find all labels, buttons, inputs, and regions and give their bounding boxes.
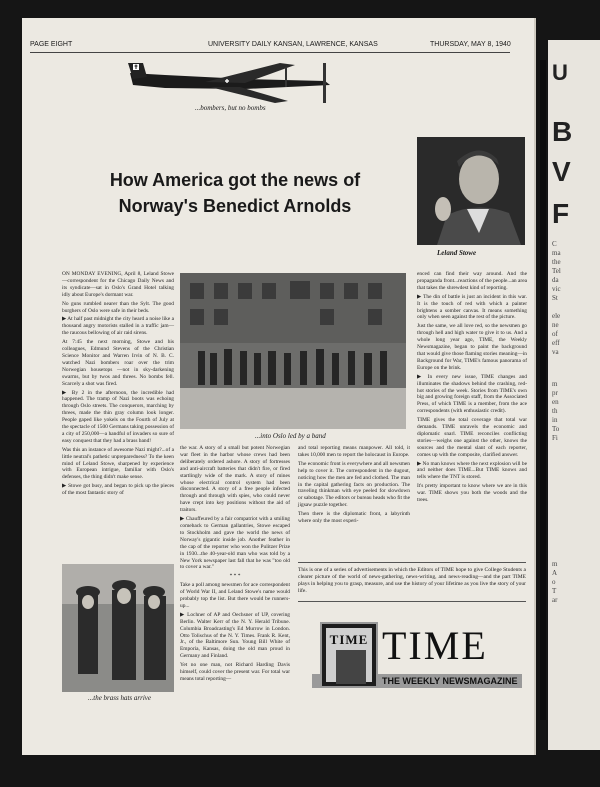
time-cover-logo (320, 622, 378, 688)
paragraph: Just the same, we all love red, so the newsmen go through hell and high water to give it to us. And a whole long year ago, TIME, the Weekly Newsmagazine, began to paint the background that would give those flaming stories meaning—in Background for War, TIME's famous panorama of Europe on the brink. (417, 323, 527, 371)
page-number: PAGE EIGHT (30, 41, 73, 48)
headline-line-2: Norway's Benedict Arnolds (118, 196, 352, 216)
paragraph: At 7:45 the next morning, Stowe and his colleagues, Edmund Stevens of the Christian Science Monitor and Warren Irvin of N. B. C. watched Nazi bombers roar over the trim Norwegian housetops —not in sky-darkening swarms, but by twos and threes. No bombs fell. Scarcely a shot was fired. (62, 339, 174, 387)
oslo-photo-caption: ...into Oslo led by a band (255, 432, 326, 440)
paragraph: the war. A story of a small but potent Norwegian war fleet in the harbor whose crews had been deliberately ordered ashore. A story of fortresses and anti-aircraft batteries that didn't fire, or fired startlingly wide of the mark. A story of mines whose electrical control system had been disconnected. A story of a free people infected through and through with spies, who could never have crept into key positions without the aid of traitors. (180, 445, 290, 514)
paragraph: No guns rumbled nearer than the Sylt. The good burghers of Oslo were safe in their beds. (62, 300, 174, 314)
time-tagline: THE WEEKLY NEWSMAGAZINE (382, 676, 518, 686)
paragraph: ▶ By 2 in the afternoon, the incredible had happened. The tramp of Nazi boots was echoing through Oslo streets. The conquerors, marching by threes, made the thin gray column look longer. People gaped like yokels on the Fourth of July at the spectacle of 1500 Germans taking possession of a city of 250,000—a handful of invaders so sure of easy conquest that they had a brass band! (62, 389, 174, 444)
paragraph: ▶ Lochner of AP and Oechsner of UP, covering Berlin. Walter Kerr of the N. Y. Herald Tribune. Columbia Broadcasting's Ed Murrow in London. Otto Tolischus of the N. Y. Times. Frank R. Kent, Jr., of the Baltimore Sun. Young Bill White of Emporia, Kansas, doing the old man proud in Germany and Finland. (180, 611, 290, 660)
issue-date: THURSDAY, MAY 8, 1940 (430, 41, 511, 48)
page-header (30, 40, 510, 53)
paragraph: It's pretty important to know where we are in this war. TIME shows you both the woods and the trees. (417, 483, 527, 504)
paragraph: Yet no one man, not Richard Harding Davis himself, could cover the present war. For total war means total reporting— (180, 662, 290, 682)
section-break: * * * (229, 573, 241, 580)
paragraph: The economic front is everywhere and all newsmen help to cover it. The correspondent in the dugout, noticing how the men are fed and clothed. The man in the capital gathering facts on production. The traveling thinkman with eye peeled for slowdown or sabotage. The editors or bureau heads who fit the jigsaw puzzle together. (298, 460, 410, 509)
article-column-1 (62, 271, 174, 499)
newspaper-name: UNIVERSITY DAILY KANSAN, LAWRENCE, KANSAS (208, 41, 378, 48)
paragraph: Was this an instance of awesome Nazi might?...of a little neutral's pathetic unpreparedness? To the keen mind of Leland Stowe, sharpened by experience with European intrigue, familiar with Oslo's defenses, the thing didn't make sense. (62, 446, 174, 481)
page-gutter (540, 60, 546, 720)
paragraph: and total reporting means manpower. All told, it takes 10,000 men to report the holocaust in Europe. (298, 445, 410, 458)
paragraph: ▶ No man knows where the next explosion will be and neither does TIME...But TIME knows and tells where the TNT is stored. (417, 460, 527, 481)
paragraph: Then there is the diplomatic front, a labyrinth where only the most experi- (298, 511, 410, 525)
paragraph: ▶ Chauffeured by a fair compatriot with a smiling comeback to German gallantries, Stowe escaped to Stockholm and gave the world the news of Norway's gigantic inside job. Another feather in the cap of the reporter who won the Pulitzer Prize in 1930...the 40-year-old man who was told by a New York newspaper last fall that he was "too old to cover a war." (180, 516, 290, 571)
officers-photo-caption: ...the brass hats arrive (88, 694, 151, 702)
time-cover-word: TIME (329, 632, 369, 647)
adjacent-page-fragment: U B V F C ma the Tel da vic St ele ne of eff va m pr en th in To Fi m A o T ar (548, 40, 600, 750)
time-wordmark: TIME (382, 623, 488, 668)
paragraph: TIME gives the total coverage that total war demands. TIME unravels the economic and diplomatic snarl. TIME reconciles conflicting stories—weighs one against the other, knows the sources and the mental slant of each reporter, comes up with the composite, clarified answer. (417, 417, 527, 458)
paragraph: Take a poll among newsmen for ace correspondent of World War II, and Leland Stowe's name would probably top the list. But there would be runners-up... (180, 582, 290, 609)
paragraph: ON MONDAY EVENING, April 8, Leland Stowe—correspondent for the Chicago Daily News and its syndicate—sat in Oslo's Grand Hotel talking idly about Europe's dormant war. (62, 271, 174, 298)
portrait-photo (417, 137, 525, 245)
cover-portrait (336, 650, 366, 684)
paragraph: ▶ The din of battle is just an incident in this war. It is the touch of red with which a painter brightens a somber canvas. It means something only when seen against the rest of the picture. (417, 293, 527, 321)
article-column-4 (417, 271, 527, 506)
article-column-2 (180, 445, 290, 685)
headline-line-1: How America got the news of (109, 170, 361, 190)
paragraph: enced can find their way around. And the propaganda front...reactions of the people...an area that takes the shrewdest kind of reporting. (417, 271, 527, 291)
bomber-caption: ...bombers, but no bombs (195, 104, 266, 112)
bomber-illustration (125, 55, 340, 110)
article-column-3 (298, 445, 410, 527)
headline (60, 167, 410, 219)
officers-photo (62, 564, 174, 692)
portrait-caption: Leland Stowe (437, 249, 477, 257)
paragraph: ▶ In every new issue, TIME changes and illuminates the shadows behind the crashing, red-hot stories of the week. Stories from TIME's own big and growing foreign staff, from the Associated Press, of which TIME is a member, from the ace correspondents (with enthusiastic credit). (417, 373, 527, 415)
oslo-street-photo (180, 273, 406, 429)
advertisement-note: This is one of a series of advertisements in which the Editors of TIME hope to give College Students a clearer picture of the world of news-gathering, news-writing, and news-reading—and the part TIME plays in helping you to grasp, measure, and use the history of your lifetime as you live the story of your life. (298, 562, 526, 602)
paragraph: ▶ Stowe got busy, and began to pick up the pieces of the most fantastic story of (62, 483, 174, 497)
paragraph: ▶ At half past midnight the city heard a noise like a thousand angry motorists stalled in a traffic jam—the raucous bellowing of air raid sirens. (62, 316, 174, 337)
time-advertisement (312, 620, 522, 700)
